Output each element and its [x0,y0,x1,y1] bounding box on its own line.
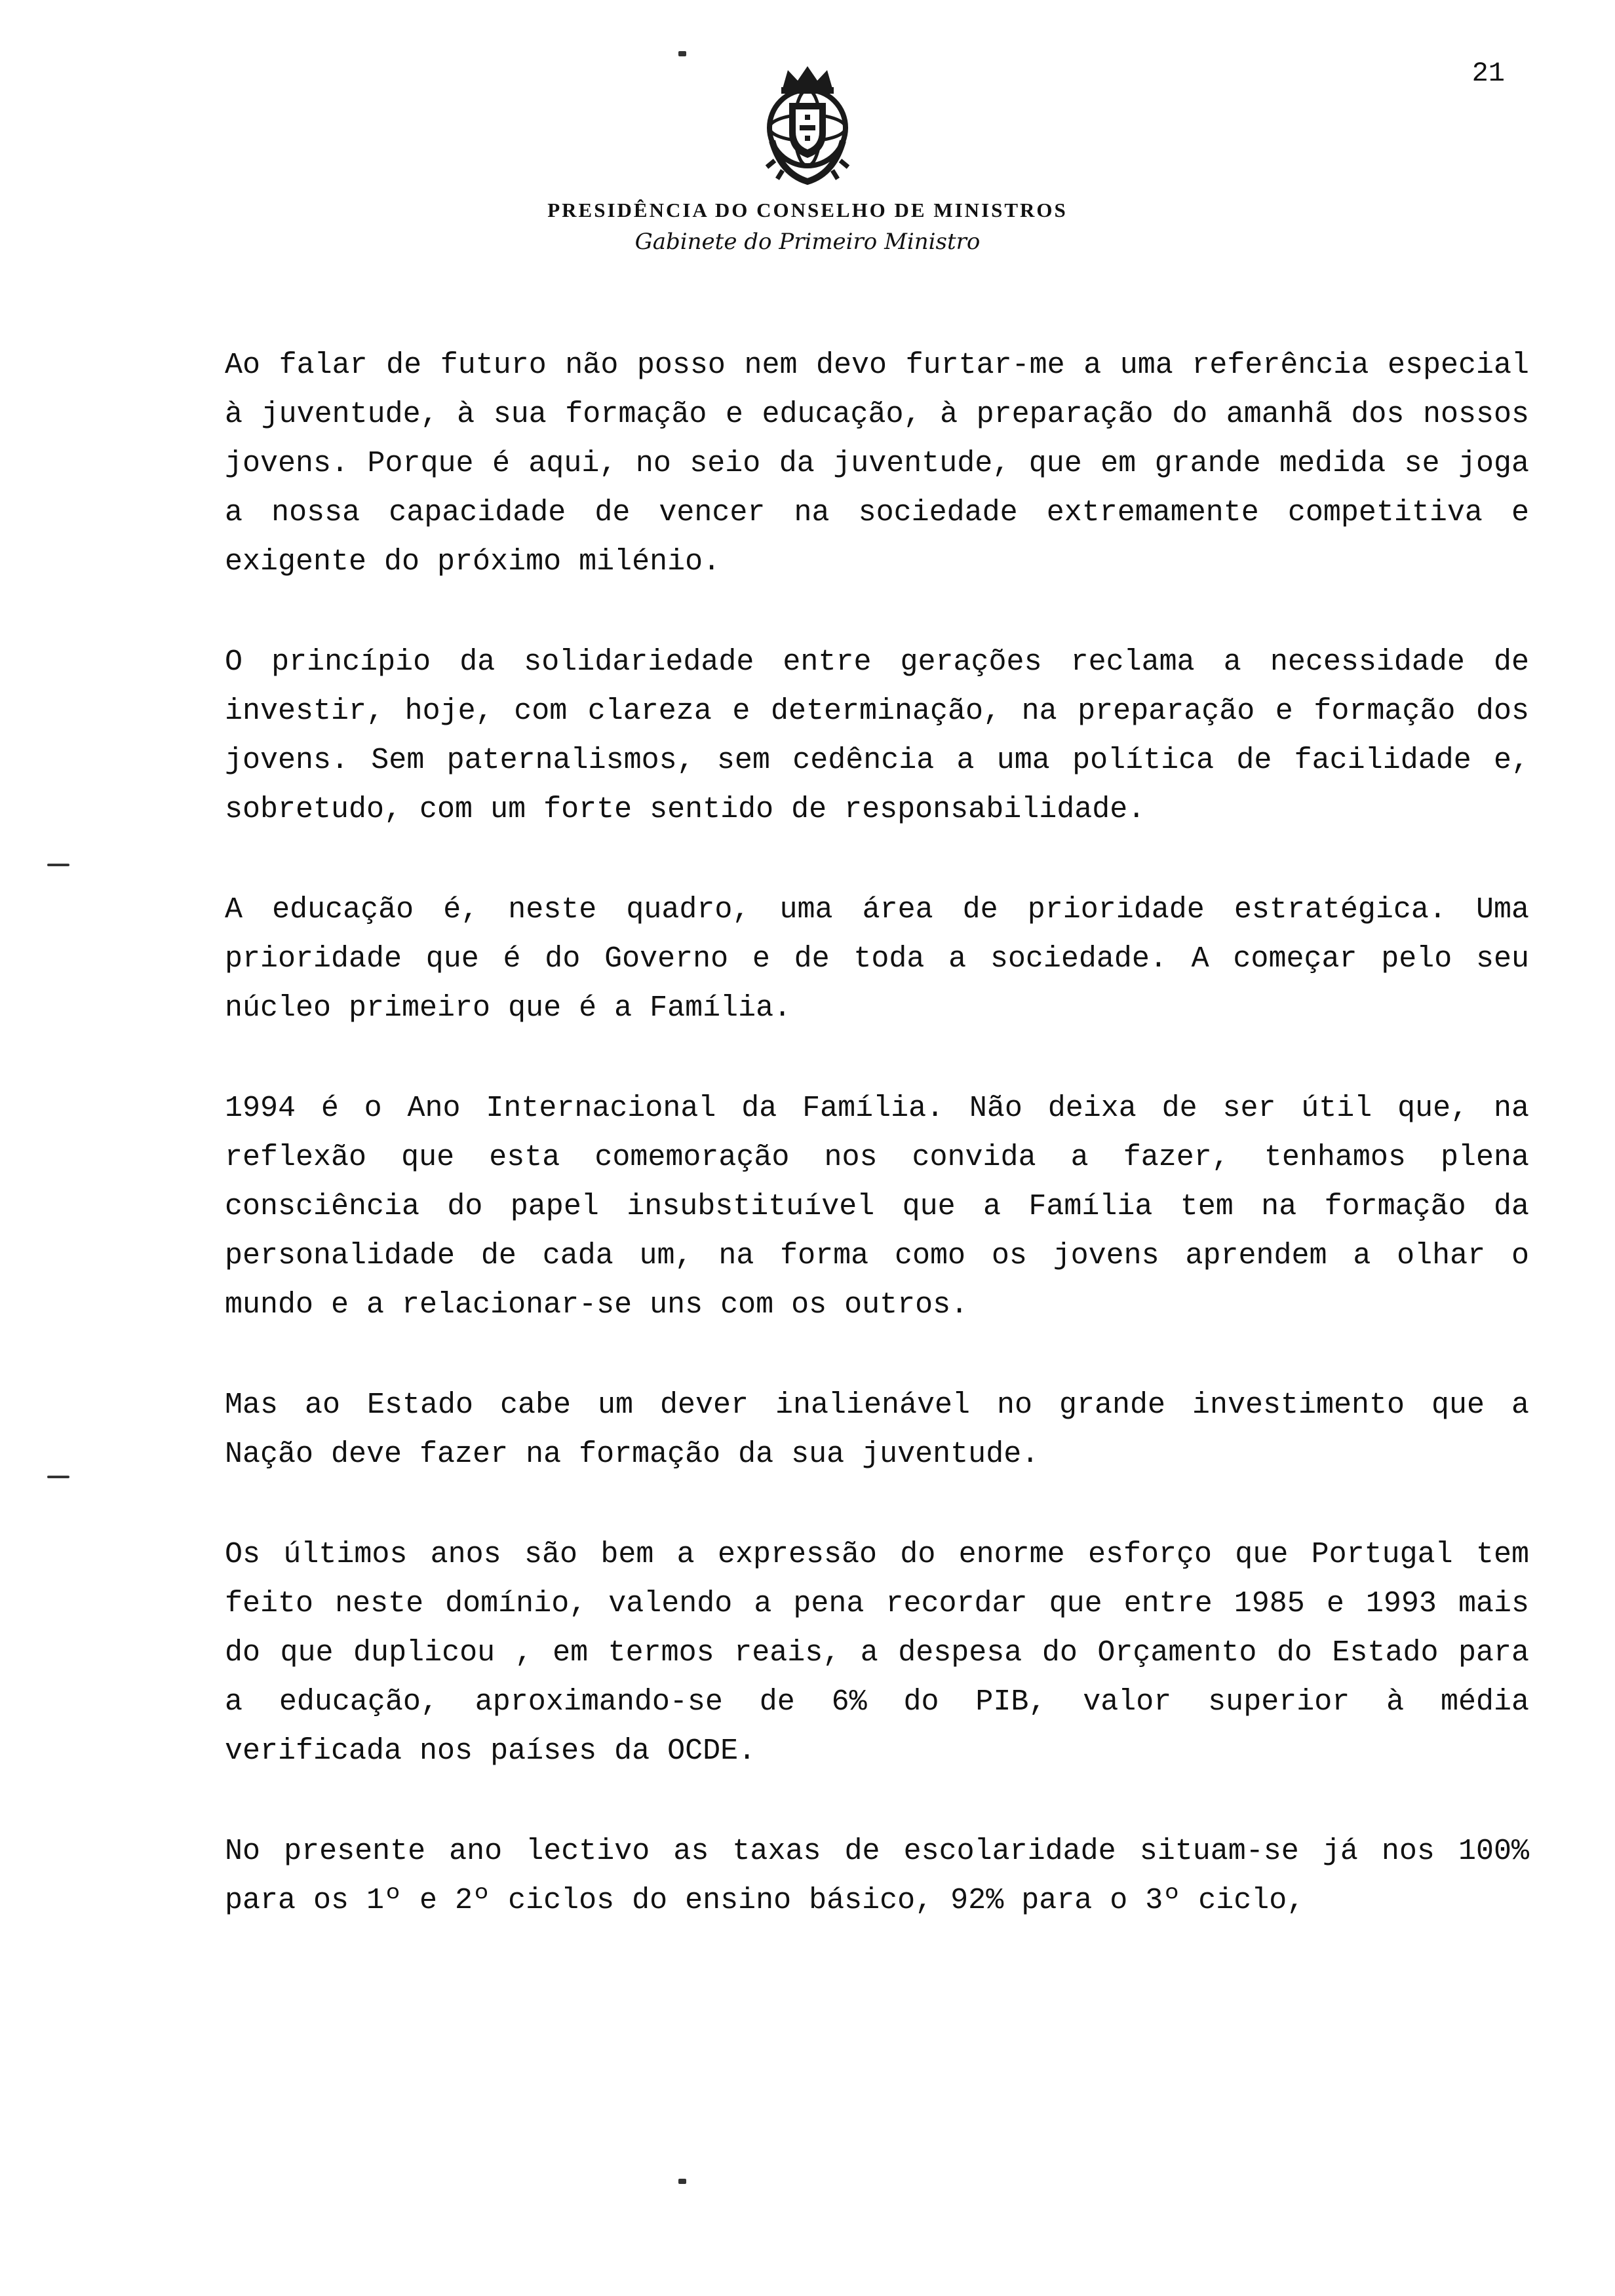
paragraph: A educação é, neste quadro, uma área de prioridade estratégica. Uma prioridade que é do Governo e de toda a sociedade. A começar pelo seu núcleo primeiro que é a Família. [225,893,1529,1025]
paragraph: Os últimos anos são bem a expressão do enorme esforço que Portugal tem feito neste domínio, valendo a pena recordar que entre 1985 e 1993 mais do que duplicou , em termos reais, a despesa do Orçamento do Estado para a educação, aproximando-se de 6% do PIB, valor superior à média verificada nos países da OCDE. [225,1538,1529,1768]
paragraph: No presente ano lectivo as taxas de escolaridade situam-se já nos 100% para os 1º e 2º ciclos do ensino básico, 92% para o 3º ciclo, [225,1835,1529,1917]
scan-mark [678,2179,686,2184]
scan-mark [47,864,69,866]
paragraph: Mas ao Estado cabe um dever inalienável no grande investimento que a Nação deve fazer na formação da sua juventude. [225,1388,1529,1471]
page-number: 21 [1471,58,1505,89]
paragraph: 1994 é o Ano Internacional da Família. Não deixa de ser útil que, na reflexão que esta comemoração nos convida a fazer, tenhamos plena consciência do papel insubstituível que a Família tem na formação da personalidade de cada um, na forma como os jovens aprendem a olhar o mundo e a relacionar-se uns com os outros. [225,1092,1529,1322]
office-name: Gabinete do Primeiro Ministro [634,229,981,255]
letterhead [0,62,1615,255]
scan-mark [678,51,686,56]
paragraph: O princípio da solidariedade entre gerações reclama a necessidade de investir, hoje, com clareza e determinação, na preparação e formação dos jovens. Sem paternalismos, sem cedência a uma política de facilidade e, sobretudo, com um forte sentido de responsabilidade. [225,645,1529,826]
portuguese-coat-of-arms-icon [749,62,866,187]
scan-mark [47,1476,69,1478]
paragraph: Ao falar de futuro não posso nem devo furtar-me a uma referência especial à juventude, à sua formação e educação, à preparação do amanhã dos nossos jovens. Porque é aqui, no seio da juventude, que em grande medida se joga a nossa capacidade de vencer na sociedade extremamente competitiva e exigente do próximo milénio. [225,349,1529,579]
institution-name: PRESIDÊNCIA DO CONSELHO DE MINISTROS [547,199,1068,221]
document-body [225,341,1529,1976]
